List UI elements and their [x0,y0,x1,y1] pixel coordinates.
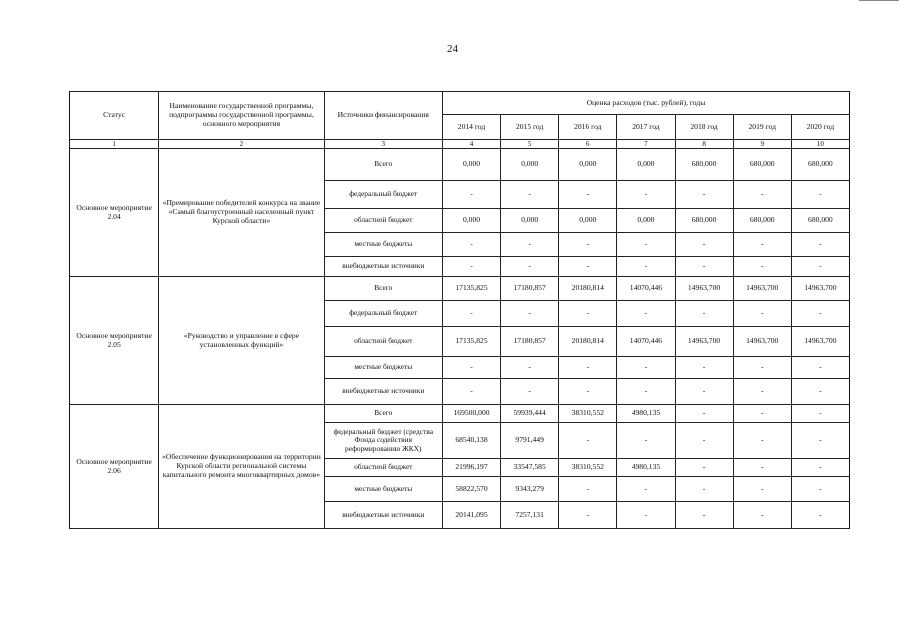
expense-value: - [675,233,733,257]
column-index: 4 [442,140,500,149]
expense-value: - [733,357,791,379]
expense-value: - [442,181,500,209]
expense-value: - [791,405,849,423]
expense-value: 680,000 [675,209,733,233]
expense-value: - [675,502,733,529]
expense-value: - [442,301,500,327]
funding-source: областной бюджет [324,327,442,357]
row-activity-name: «Обеспечение функционирования на территории Курской области региональной системы капитального ремонта многоквартирных домов» [159,405,324,529]
expense-value: 17135,825 [442,277,500,301]
expense-value: 58822,570 [442,477,500,502]
expense-value: 33547,585 [501,459,559,477]
expense-value: 14070,446 [617,277,675,301]
expense-value: 4980,135 [617,405,675,423]
expense-value: - [617,301,675,327]
expense-value: 17180,857 [501,277,559,301]
column-index-row [70,140,850,149]
expense-value: 38310,552 [559,405,617,423]
row-activity-name: «Руководство и управление в сфере установленных функций» [159,277,324,405]
column-index: 10 [791,140,849,149]
expense-value: 17180,857 [501,327,559,357]
expense-value: - [675,423,733,459]
expense-value: - [442,233,500,257]
expense-value: - [617,233,675,257]
expense-value: 14070,446 [617,327,675,357]
expense-value: 14963,700 [791,327,849,357]
table-row [70,149,850,181]
expense-value: - [501,357,559,379]
expense-value: 680,000 [791,149,849,181]
expense-value: 0,000 [501,149,559,181]
expense-value: 0,000 [442,149,500,181]
expense-value: 9791,449 [501,423,559,459]
expense-value: 0,000 [617,149,675,181]
expense-value: - [559,357,617,379]
expense-value: 169500,000 [442,405,500,423]
expense-value: 59939,444 [501,405,559,423]
header-program-name: Наименование государственной программы, подпрограммы государственной программы, основного мероприятия [159,92,324,140]
header-year: 2020 год [791,115,849,140]
expense-value: 7257,131 [501,502,559,529]
header-year: 2014 год [442,115,500,140]
expense-value: - [617,257,675,277]
expense-value: - [559,477,617,502]
funding-source: Всего [324,405,442,423]
funding-source: федеральный бюджет (средства Фонда содействия реформированию ЖКХ) [324,423,442,459]
expense-value: - [733,459,791,477]
column-index: 9 [733,140,791,149]
funding-source: федеральный бюджет [324,181,442,209]
expense-value: - [675,357,733,379]
header-sources: Источники финансирования [324,92,442,140]
expense-value: 14963,700 [733,327,791,357]
expense-value: - [791,301,849,327]
expense-value: - [559,257,617,277]
expense-value: - [733,423,791,459]
row-status: Основное мероприятие 2.04 [70,149,159,277]
expense-value: - [675,257,733,277]
expense-value: 0,000 [617,209,675,233]
expense-value: - [559,423,617,459]
row-status: Основное мероприятие 2.06 [70,405,159,529]
funding-source: внебюджетные источники [324,379,442,405]
header-year: 2019 год [733,115,791,140]
expense-value: 14963,700 [675,277,733,301]
table-row [70,277,850,301]
table-row [70,405,850,423]
expense-value: - [617,181,675,209]
column-index: 1 [70,140,159,149]
expense-value: 68540,138 [442,423,500,459]
expense-value: - [442,357,500,379]
expense-value: - [617,379,675,405]
funding-source: областной бюджет [324,459,442,477]
expense-value: 14963,700 [791,277,849,301]
expense-value: 680,000 [791,209,849,233]
expense-value: - [442,379,500,405]
header-year: 2016 год [559,115,617,140]
expense-value: - [733,257,791,277]
expense-value: - [733,233,791,257]
expense-value: - [617,477,675,502]
expense-value: - [501,181,559,209]
expense-value: 20141,095 [442,502,500,529]
expense-value: 9343,279 [501,477,559,502]
funding-source: федеральный бюджет [324,301,442,327]
expense-value: 14963,700 [733,277,791,301]
expense-value: - [791,257,849,277]
expense-value: 0,000 [501,209,559,233]
expense-value: - [675,181,733,209]
expense-value: - [501,233,559,257]
expense-value: - [733,477,791,502]
expense-value: - [675,405,733,423]
row-activity-name: «Премирование победителей конкурса на звание «Самый благоустроенный населенный пункт Курской области» [159,149,324,277]
column-index: 7 [617,140,675,149]
expense-value: - [559,233,617,257]
header-year: 2018 год [675,115,733,140]
expense-value: - [733,379,791,405]
expense-value: - [675,379,733,405]
expense-value: 0,000 [442,209,500,233]
expense-value: - [733,301,791,327]
expense-value: - [791,502,849,529]
expense-value: - [791,459,849,477]
expense-value: - [501,379,559,405]
expense-value: - [733,181,791,209]
expense-value: 14963,700 [675,327,733,357]
funding-source: местные бюджеты [324,233,442,257]
expense-value: - [617,502,675,529]
funding-source: областной бюджет [324,209,442,233]
expense-value: 20180,814 [559,327,617,357]
expense-value: - [501,301,559,327]
expense-value: - [675,477,733,502]
column-index: 8 [675,140,733,149]
expense-value: 21996,197 [442,459,500,477]
expense-value: 0,000 [559,149,617,181]
column-index: 3 [324,140,442,149]
expense-value: - [559,301,617,327]
expense-value: - [675,459,733,477]
expense-value: 20180,814 [559,277,617,301]
expense-value: - [442,257,500,277]
expense-value: - [791,423,849,459]
expense-value: - [791,181,849,209]
header-status: Статус [70,92,159,140]
funding-source: внебюджетные источники [324,257,442,277]
expense-value: - [559,502,617,529]
column-index: 2 [159,140,324,149]
expense-value: - [559,379,617,405]
expense-value: - [791,357,849,379]
funding-source: Всего [324,277,442,301]
expense-value: 17135,825 [442,327,500,357]
page-number: 24 [447,43,458,55]
expense-value: 680,000 [733,209,791,233]
funding-source: местные бюджеты [324,477,442,502]
expense-value: - [733,405,791,423]
funding-source: местные бюджеты [324,357,442,379]
top-edge-mark [859,0,899,1]
expense-value: 4980,135 [617,459,675,477]
expense-value: - [559,181,617,209]
expense-value: - [733,502,791,529]
expense-value: - [501,257,559,277]
header-expenses: Оценка расходов (тыс. рублей), годы [442,92,849,115]
column-index: 6 [559,140,617,149]
column-index: 5 [501,140,559,149]
row-status: Основное мероприятие 2.05 [70,277,159,405]
expense-value: - [617,357,675,379]
budget-table [69,91,850,529]
expense-value: 0,000 [559,209,617,233]
expense-value: - [791,233,849,257]
expense-value: - [791,379,849,405]
funding-source: Всего [324,149,442,181]
expense-value: - [675,301,733,327]
expense-value: - [791,477,849,502]
expense-value: - [617,423,675,459]
header-year: 2015 год [501,115,559,140]
expense-value: 38310,552 [559,459,617,477]
header-row-top [70,92,850,115]
expense-value: 680,000 [733,149,791,181]
header-year: 2017 год [617,115,675,140]
funding-source: внебюджетные источники [324,502,442,529]
expense-value: 680,000 [675,149,733,181]
